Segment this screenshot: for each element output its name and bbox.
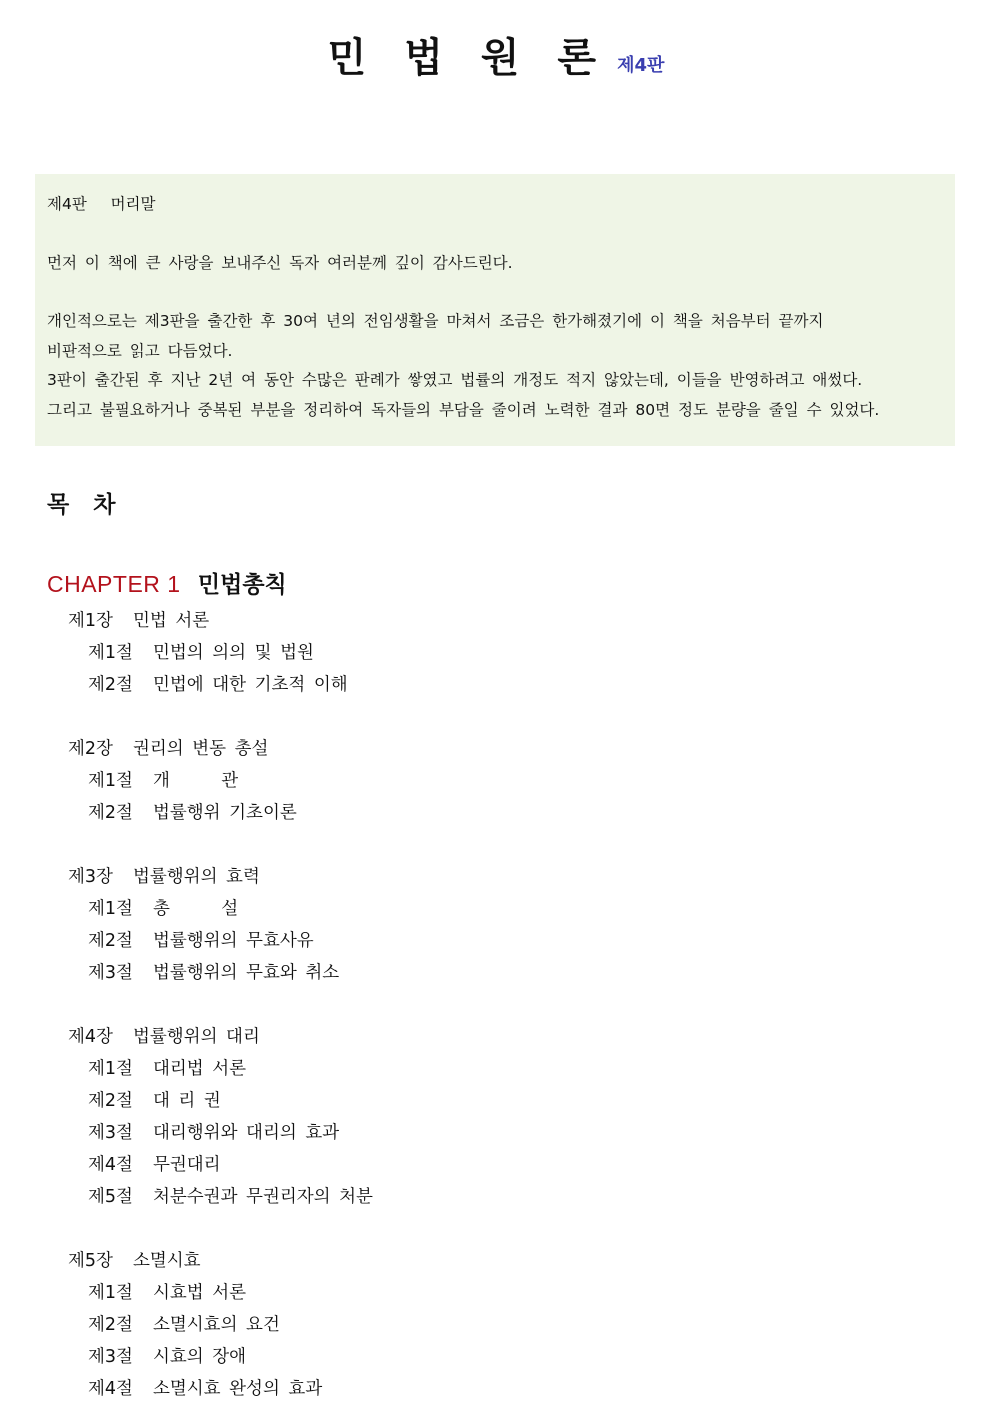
preface-paragraph-1: 먼저 이 책에 큰 사랑을 보내주신 독자 여러분께 깊이 감사드린다. (47, 253, 513, 272)
toc-chapter-number: 제3장 (68, 867, 113, 887)
toc-section-number: 제3절 (88, 1347, 133, 1367)
toc-chapter-title: 법률행위의 효력 (132, 867, 260, 887)
toc-chapter-number: 제2장 (68, 739, 113, 759)
toc-chapter-title: 민법 서론 (132, 611, 210, 631)
toc-section-item (68, 765, 373, 797)
toc-section-item (68, 1181, 373, 1213)
preface-paragraph-2-line-2: 비판적으로 읽고 다듬었다. (47, 341, 233, 360)
toc-section-title: 무권대리 (152, 1155, 221, 1175)
toc-section-number: 제1절 (88, 899, 133, 919)
toc-section-number: 제4절 (88, 1379, 133, 1399)
toc-section-title: 민법의 의의 및 법원 (152, 643, 314, 663)
toc-section-title: 대리법 서론 (152, 1059, 247, 1079)
toc-section-item (68, 1309, 373, 1341)
toc-section-title: 소멸시효의 요건 (152, 1315, 280, 1335)
toc-section-title: 시효법 서론 (152, 1283, 247, 1303)
toc-section-item (68, 1085, 373, 1117)
toc-chapter-item (68, 1245, 373, 1277)
toc-chapter-number: 제5장 (68, 1251, 113, 1271)
toc-section-title: 처분수권과 무권리자의 처분 (152, 1187, 373, 1207)
toc-chapter-number: 제1장 (68, 611, 113, 631)
toc-section-item (68, 1277, 373, 1309)
toc-section-number: 제2절 (88, 1315, 133, 1335)
toc-section-number: 제2절 (88, 803, 133, 823)
toc-section-item (68, 797, 373, 829)
chapter-label: CHAPTER 1 (47, 571, 181, 597)
toc-heading: 목 차 (47, 492, 124, 518)
toc-section-item (68, 1373, 373, 1405)
toc-section-number: 제1절 (88, 1283, 133, 1303)
edition-label: 제4판 (617, 55, 665, 76)
toc-section-item (68, 637, 373, 669)
toc-section-item (68, 1149, 373, 1181)
toc-chapter-item (68, 1021, 373, 1053)
toc-chapter-number: 제4장 (68, 1027, 113, 1047)
toc-chapter-item (68, 861, 373, 893)
chapter-name: 민법총칙 (197, 572, 287, 598)
toc-chapter-title: 권리의 변동 총설 (132, 739, 269, 759)
toc-section-number: 제2절 (88, 675, 133, 695)
toc-section-title: 대리행위와 대리의 효과 (152, 1123, 340, 1143)
toc-section-number: 제2절 (88, 931, 133, 951)
toc-section-item (68, 1341, 373, 1373)
toc-chapter-title: 법률행위의 대리 (132, 1027, 260, 1047)
preface-box (35, 174, 955, 446)
toc-section-item (68, 669, 373, 701)
toc-section-title: 개 관 (152, 771, 239, 791)
toc-section-title: 총 설 (152, 899, 239, 919)
preface-paragraph-4: 그리고 불필요하거나 중복된 부분을 정리하여 독자들의 부담을 줄이려 노력한 결과 80면 정도 분량을 줄일 수 있었다. (47, 400, 880, 419)
toc-section-title: 민법에 대한 기초적 이해 (152, 675, 348, 695)
toc-section-title: 소멸시효 완성의 효과 (152, 1379, 323, 1399)
toc-section-number: 제2절 (88, 1091, 133, 1111)
toc-section-number: 제1절 (88, 771, 133, 791)
preface-paragraph-2-line-1: 개인적으로는 제3판을 출간한 후 30여 년의 전임생활을 마쳐서 조금은 한가해졌기에 이 책을 처음부터 끝까지 (47, 312, 824, 330)
toc-chapter-item (68, 605, 373, 637)
toc-section-number: 제3절 (88, 1123, 133, 1143)
toc-section-number: 제5절 (88, 1187, 133, 1207)
toc-section-number: 제1절 (88, 643, 133, 663)
toc-section-number: 제3절 (88, 963, 133, 983)
toc-section-item (68, 893, 373, 925)
toc-chapter-title: 소멸시효 (132, 1251, 201, 1271)
toc-section-title: 시효의 장애 (152, 1347, 247, 1367)
preface-paragraph-3: 3판이 출간된 후 지난 2년 여 동안 수많은 판례가 쌓였고 법률의 개정도 적지 않았는데, 이들을 반영하려고 애썼다. (47, 371, 863, 389)
toc-section-title: 대 리 권 (152, 1091, 221, 1111)
toc-section-title: 법률행위의 무효사유 (152, 931, 314, 951)
toc-section-item (68, 1117, 373, 1149)
preface-heading: 제4판 머리말 (47, 195, 156, 213)
toc-section-title: 법률행위의 무효와 취소 (152, 963, 340, 983)
toc-section-title: 법률행위 기초이론 (152, 803, 297, 823)
chapter-heading (47, 566, 287, 599)
toc-section-item (68, 925, 373, 957)
toc-section-number: 제4절 (88, 1155, 133, 1175)
toc-list (68, 605, 373, 1405)
title-row (0, 26, 992, 83)
toc-section-item (68, 1053, 373, 1085)
toc-section-item (68, 957, 373, 989)
book-title: 민 법 원 론 (327, 35, 608, 81)
toc-section-number: 제1절 (88, 1059, 133, 1079)
toc-chapter-item (68, 733, 373, 765)
